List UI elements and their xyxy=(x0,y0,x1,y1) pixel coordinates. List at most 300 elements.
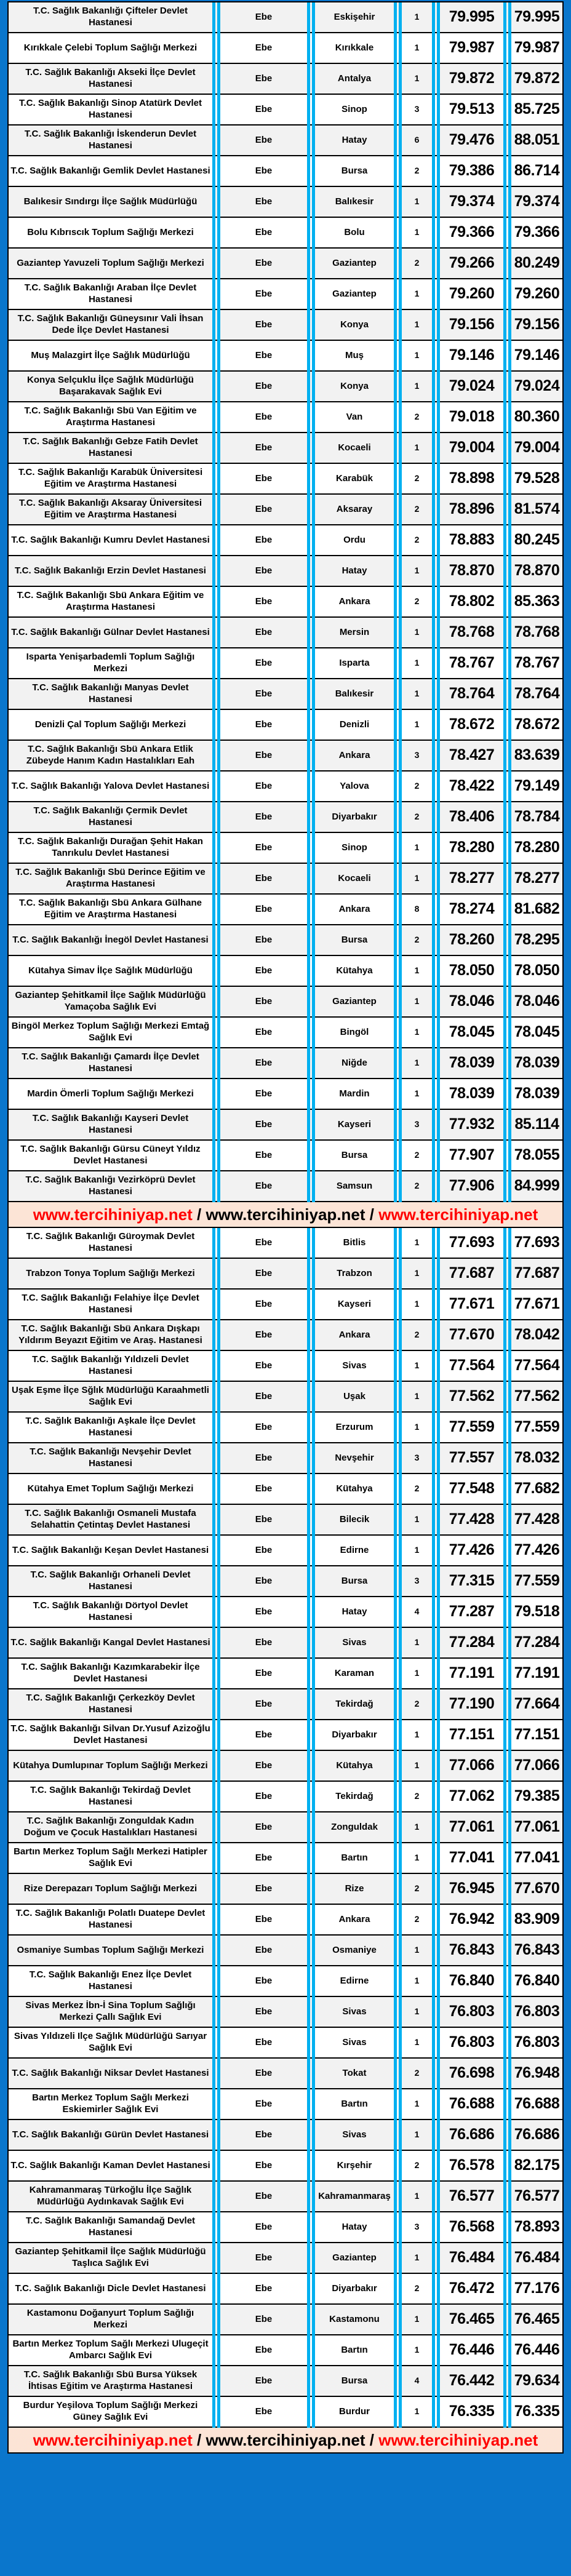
score1-cell: 78.039 xyxy=(440,1079,503,1110)
score1-cell: 78.406 xyxy=(440,802,503,833)
city-cell: Gaziantep xyxy=(315,279,394,310)
table-row xyxy=(9,679,562,710)
score2-cell: 85.725 xyxy=(511,95,562,126)
score1-cell: 79.995 xyxy=(440,2,503,33)
score2-cell: 81.682 xyxy=(511,895,562,925)
banner-url-text[interactable]: www.tercihiniyap.net xyxy=(206,1205,365,1224)
table-row xyxy=(9,1110,562,1141)
institution-cell: Kütahya Emet Toplum Sağlığı Merkezi xyxy=(9,1474,212,1505)
score1-cell: 79.872 xyxy=(440,64,503,95)
score1-cell: 78.274 xyxy=(440,895,503,925)
count-cell: 1 xyxy=(402,2120,432,2151)
institution-cell: Bingöl Merkez Toplum Sağlığı Merkezi Emtağ Sağlık Evi xyxy=(9,1018,212,1048)
count-cell: 1 xyxy=(402,1843,432,1874)
count-cell: 2 xyxy=(402,402,432,433)
institution-cell: Burdur Yeşilova Toplum Sağlığı Merkezi Güney Sağlık Evi xyxy=(9,2397,212,2428)
score1-cell: 79.024 xyxy=(440,372,503,402)
city-cell: Balıkesir xyxy=(315,679,394,710)
city-cell: Rize xyxy=(315,1874,394,1905)
table-row xyxy=(9,525,562,556)
table-row xyxy=(9,1905,562,1936)
institution-cell: T.C. Sağlık Bakanlığı Gürsu Cüneyt Yıldız Devlet Hastanesi xyxy=(9,1141,212,1171)
position-cell: Ebe xyxy=(220,2335,307,2366)
position-cell: Ebe xyxy=(220,95,307,126)
score1-cell: 77.041 xyxy=(440,1843,503,1874)
city-cell: Bartın xyxy=(315,1843,394,1874)
score2-cell: 77.191 xyxy=(511,1659,562,1689)
table-row xyxy=(9,1382,562,1413)
institution-cell: T.C. Sağlık Bakanlığı Vezirköprü Devlet Hastanesi xyxy=(9,1171,212,1202)
score2-cell: 76.843 xyxy=(511,1936,562,1966)
institution-cell: Kütahya Dumlupınar Toplum Sağlığı Merkezi xyxy=(9,1751,212,1782)
score2-cell: 79.995 xyxy=(511,2,562,33)
score1-cell: 79.004 xyxy=(440,433,503,464)
count-cell: 1 xyxy=(402,433,432,464)
count-cell: 3 xyxy=(402,741,432,772)
count-cell: 2 xyxy=(402,772,432,802)
count-cell: 8 xyxy=(402,895,432,925)
score1-cell: 78.260 xyxy=(440,925,503,956)
city-cell: Kayseri xyxy=(315,1110,394,1141)
score2-cell: 77.664 xyxy=(511,1689,562,1720)
score2-cell: 78.767 xyxy=(511,648,562,679)
count-cell: 1 xyxy=(402,64,432,95)
score1-cell: 76.686 xyxy=(440,2120,503,2151)
score1-cell: 77.670 xyxy=(440,1320,503,1351)
institution-cell: T.C. Sağlık Bakanlığı Niksar Devlet Hastanesi xyxy=(9,2059,212,2089)
city-cell: Mersin xyxy=(315,618,394,648)
count-cell: 4 xyxy=(402,2366,432,2397)
score2-cell: 78.764 xyxy=(511,679,562,710)
institution-cell: T.C. Sağlık Bakanlığı Silvan Dr.Yusuf Azizoğlu Devlet Hastanesi xyxy=(9,1720,212,1751)
city-cell: Hatay xyxy=(315,126,394,156)
count-cell: 2 xyxy=(402,2059,432,2089)
score2-cell: 77.670 xyxy=(511,1874,562,1905)
city-cell: Tekirdağ xyxy=(315,1689,394,1720)
city-cell: Kastamonu xyxy=(315,2305,394,2335)
score2-cell: 78.672 xyxy=(511,710,562,741)
position-cell: Ebe xyxy=(220,1874,307,1905)
city-cell: Bursa xyxy=(315,156,394,187)
table-row xyxy=(9,556,562,587)
institution-cell: T.C. Sağlık Bakanlığı Samandağ Devlet Hastanesi xyxy=(9,2212,212,2243)
city-cell: Bursa xyxy=(315,1141,394,1171)
position-cell: Ebe xyxy=(220,741,307,772)
score1-cell: 78.422 xyxy=(440,772,503,802)
score1-cell: 77.151 xyxy=(440,1720,503,1751)
score1-cell: 77.287 xyxy=(440,1597,503,1628)
count-cell: 2 xyxy=(402,2151,432,2182)
table-row xyxy=(9,1474,562,1505)
city-cell: Muş xyxy=(315,341,394,372)
table-row xyxy=(9,218,562,249)
tercihiniyap-banner[interactable] xyxy=(9,2428,562,2452)
city-cell: Van xyxy=(315,402,394,433)
position-cell: Ebe xyxy=(220,464,307,495)
table-row xyxy=(9,33,562,64)
institution-cell: T.C. Sağlık Bakanlığı Çamardı İlçe Devlet Hastanesi xyxy=(9,1048,212,1079)
score2-cell: 77.562 xyxy=(511,1382,562,1413)
banner-url-text[interactable]: / xyxy=(192,1205,206,1224)
count-cell: 1 xyxy=(402,2028,432,2059)
count-cell: 3 xyxy=(402,1566,432,1597)
table-row xyxy=(9,372,562,402)
city-cell: Balıkesir xyxy=(315,187,394,218)
score1-cell: 79.987 xyxy=(440,33,503,64)
position-cell: Ebe xyxy=(220,2366,307,2397)
institution-cell: T.C. Sağlık Bakanlığı Keşan Devlet Hastanesi xyxy=(9,1536,212,1566)
score1-cell: 79.476 xyxy=(440,126,503,156)
table-row xyxy=(9,2335,562,2366)
city-cell: Sivas xyxy=(315,1351,394,1382)
position-cell: Ebe xyxy=(220,2120,307,2151)
city-cell: Kocaeli xyxy=(315,864,394,895)
score2-cell: 77.284 xyxy=(511,1628,562,1659)
count-cell: 2 xyxy=(402,1141,432,1171)
count-cell: 1 xyxy=(402,33,432,64)
count-cell: 1 xyxy=(402,1997,432,2028)
position-cell: Ebe xyxy=(220,126,307,156)
table-row xyxy=(9,1997,562,2028)
count-cell: 1 xyxy=(402,987,432,1018)
score2-cell: 78.277 xyxy=(511,864,562,895)
institution-cell: T.C. Sağlık Bakanlığı Yıldızeli Devlet Hastanesi xyxy=(9,1351,212,1382)
institution-cell: Bartın Merkez Toplum Sağlı Merkezi Hatipler Sağlık Evi xyxy=(9,1843,212,1874)
count-cell: 2 xyxy=(402,1320,432,1351)
count-cell: 1 xyxy=(402,341,432,372)
city-cell: Tekirdağ xyxy=(315,1782,394,1812)
city-cell: Bursa xyxy=(315,925,394,956)
table-row xyxy=(9,1536,562,1566)
institution-cell: T.C. Sağlık Bakanlığı Kangal Devlet Hastanesi xyxy=(9,1628,212,1659)
institution-cell: Balıkesir Sındırgı İlçe Sağlık Müdürlüğü xyxy=(9,187,212,218)
city-cell: Ankara xyxy=(315,1320,394,1351)
table-row xyxy=(9,1505,562,1536)
institution-cell: Sivas Merkez İbn-İ Sina Toplum Sağlığı Merkezi Çallı Sağlık Evi xyxy=(9,1997,212,2028)
score2-cell: 77.564 xyxy=(511,1351,562,1382)
score1-cell: 79.260 xyxy=(440,279,503,310)
table-row xyxy=(9,895,562,925)
table-row xyxy=(9,1443,562,1474)
score1-cell: 78.764 xyxy=(440,679,503,710)
position-cell: Ebe xyxy=(220,956,307,987)
score1-cell: 77.061 xyxy=(440,1812,503,1843)
city-cell: Bitlis xyxy=(315,1228,394,1259)
count-cell: 1 xyxy=(402,1290,432,1320)
count-cell: 1 xyxy=(402,1351,432,1382)
city-cell: Konya xyxy=(315,372,394,402)
institution-cell: T.C. Sağlık Bakanlığı Tekirdağ Devlet Hastanesi xyxy=(9,1782,212,1812)
institution-cell: T.C. Sağlık Bakanlığı Çerkezköy Devlet Hastanesi xyxy=(9,1689,212,1720)
count-cell: 1 xyxy=(402,833,432,864)
position-cell: Ebe xyxy=(220,2059,307,2089)
score1-cell: 78.672 xyxy=(440,710,503,741)
institution-cell: T.C. Sağlık Bakanlığı Manyas Devlet Hastanesi xyxy=(9,679,212,710)
position-cell: Ebe xyxy=(220,2182,307,2212)
score2-cell: 76.840 xyxy=(511,1966,562,1997)
city-cell: Kütahya xyxy=(315,1751,394,1782)
city-cell: Isparta xyxy=(315,648,394,679)
score2-cell: 77.559 xyxy=(511,1413,562,1443)
score2-cell: 85.363 xyxy=(511,587,562,618)
table-row xyxy=(9,1689,562,1720)
city-cell: Gaziantep xyxy=(315,249,394,279)
institution-cell: T.C. Sağlık Bakanlığı Zonguldak Kadın Doğum ve Çocuk Hastalıkları Hastanesi xyxy=(9,1812,212,1843)
score1-cell: 76.442 xyxy=(440,2366,503,2397)
score1-cell: 76.568 xyxy=(440,2212,503,2243)
score1-cell: 76.942 xyxy=(440,1905,503,1936)
banner-url-text[interactable]: www.tercihiniyap.net xyxy=(33,2430,193,2449)
position-cell: Ebe xyxy=(220,802,307,833)
table-row xyxy=(9,1320,562,1351)
institution-cell: T.C. Sağlık Bakanlığı Polatlı Duatepe Devlet Hastanesi xyxy=(9,1905,212,1936)
banner-url-text[interactable]: www.tercihiniyap.net xyxy=(378,2430,538,2449)
score2-cell: 79.634 xyxy=(511,2366,562,2397)
count-cell: 1 xyxy=(402,1628,432,1659)
score1-cell: 78.870 xyxy=(440,556,503,587)
score1-cell: 79.374 xyxy=(440,187,503,218)
table-row xyxy=(9,249,562,279)
placement-table xyxy=(7,1,564,2454)
city-cell: Trabzon xyxy=(315,1259,394,1290)
position-cell: Ebe xyxy=(220,1812,307,1843)
banner-url-text[interactable]: www.tercihiniyap.net xyxy=(33,1205,193,1224)
institution-cell: T.C. Sağlık Bakanlığı Sbü Ankara Etlik Zübeyde Hanım Kadın Hastalıkları Eah xyxy=(9,741,212,772)
score1-cell: 79.266 xyxy=(440,249,503,279)
table-row xyxy=(9,1782,562,1812)
city-cell: Bilecik xyxy=(315,1505,394,1536)
count-cell: 1 xyxy=(402,1018,432,1048)
city-cell: Bartın xyxy=(315,2335,394,2366)
institution-cell: T.C. Sağlık Bakanlığı Nevşehir Devlet Hastanesi xyxy=(9,1443,212,1474)
position-cell: Ebe xyxy=(220,2243,307,2274)
score1-cell: 78.768 xyxy=(440,618,503,648)
table-row xyxy=(9,1628,562,1659)
position-cell: Ebe xyxy=(220,1259,307,1290)
city-cell: Yalova xyxy=(315,772,394,802)
score1-cell: 79.018 xyxy=(440,402,503,433)
position-cell: Ebe xyxy=(220,648,307,679)
institution-cell: Kastamonu Doğanyurt Toplum Sağlığı Merkezi xyxy=(9,2305,212,2335)
institution-cell: T.C. Sağlık Bakanlığı Kayseri Devlet Hastanesi xyxy=(9,1110,212,1141)
score2-cell: 77.671 xyxy=(511,1290,562,1320)
score2-cell: 79.374 xyxy=(511,187,562,218)
score2-cell: 79.004 xyxy=(511,433,562,464)
table-row xyxy=(9,1079,562,1110)
city-cell: Kocaeli xyxy=(315,433,394,464)
count-cell: 1 xyxy=(402,1659,432,1689)
score1-cell: 76.803 xyxy=(440,2028,503,2059)
score2-cell: 77.693 xyxy=(511,1228,562,1259)
table-row xyxy=(9,1290,562,1320)
position-cell: Ebe xyxy=(220,1228,307,1259)
position-cell: Ebe xyxy=(220,64,307,95)
score1-cell: 79.366 xyxy=(440,218,503,249)
position-cell: Ebe xyxy=(220,495,307,525)
position-cell: Ebe xyxy=(220,1997,307,2028)
city-cell: Zonguldak xyxy=(315,1812,394,1843)
score2-cell: 79.528 xyxy=(511,464,562,495)
position-cell: Ebe xyxy=(220,1628,307,1659)
position-cell: Ebe xyxy=(220,1720,307,1751)
table-row xyxy=(9,1966,562,1997)
score1-cell: 79.146 xyxy=(440,341,503,372)
city-cell: Niğde xyxy=(315,1048,394,1079)
score1-cell: 77.932 xyxy=(440,1110,503,1141)
position-cell: Ebe xyxy=(220,1171,307,1202)
score2-cell: 79.385 xyxy=(511,1782,562,1812)
institution-cell: T.C. Sağlık Bakanlığı Enez İlçe Devlet Hastanesi xyxy=(9,1966,212,1997)
city-cell: Ordu xyxy=(315,525,394,556)
score2-cell: 80.360 xyxy=(511,402,562,433)
position-cell: Ebe xyxy=(220,2151,307,2182)
score1-cell: 77.426 xyxy=(440,1536,503,1566)
banner-url-text[interactable]: / xyxy=(365,2430,379,2449)
score2-cell: 78.039 xyxy=(511,1048,562,1079)
city-cell: Sinop xyxy=(315,833,394,864)
table-row xyxy=(9,1351,562,1382)
table-row xyxy=(9,1720,562,1751)
institution-cell: T.C. Sağlık Bakanlığı Çermik Devlet Hastanesi xyxy=(9,802,212,833)
position-cell: Ebe xyxy=(220,1536,307,1566)
position-cell: Ebe xyxy=(220,1843,307,1874)
score1-cell: 77.564 xyxy=(440,1351,503,1382)
city-cell: Denizli xyxy=(315,710,394,741)
count-cell: 1 xyxy=(402,1812,432,1843)
score1-cell: 76.688 xyxy=(440,2089,503,2120)
city-cell: Konya xyxy=(315,310,394,341)
count-cell: 1 xyxy=(402,2089,432,2120)
score2-cell: 79.156 xyxy=(511,310,562,341)
position-cell: Ebe xyxy=(220,1474,307,1505)
table-row xyxy=(9,987,562,1018)
score2-cell: 78.295 xyxy=(511,925,562,956)
institution-cell: T.C. Sağlık Bakanlığı Kazımkarabekir İlçe Devlet Hastanesi xyxy=(9,1659,212,1689)
institution-cell: T.C. Sağlık Bakanlığı Kumru Devlet Hastanesi xyxy=(9,525,212,556)
position-cell: Ebe xyxy=(220,2274,307,2305)
city-cell: Gaziantep xyxy=(315,987,394,1018)
score2-cell: 79.987 xyxy=(511,33,562,64)
position-cell: Ebe xyxy=(220,1659,307,1689)
city-cell: Bingöl xyxy=(315,1018,394,1048)
score2-cell: 78.042 xyxy=(511,1320,562,1351)
table-row xyxy=(9,648,562,679)
score1-cell: 77.671 xyxy=(440,1290,503,1320)
score1-cell: 78.898 xyxy=(440,464,503,495)
institution-cell: Gaziantep Yavuzeli Toplum Sağlığı Merkezi xyxy=(9,249,212,279)
score1-cell: 78.280 xyxy=(440,833,503,864)
count-cell: 1 xyxy=(402,2243,432,2274)
position-cell: Ebe xyxy=(220,2089,307,2120)
tercihiniyap-banner[interactable] xyxy=(9,1202,562,1228)
institution-cell: T.C. Sağlık Bakanlığı Aşkale İlçe Devlet Hastanesi xyxy=(9,1413,212,1443)
city-cell: Ankara xyxy=(315,587,394,618)
score1-cell: 76.446 xyxy=(440,2335,503,2366)
city-cell: Hatay xyxy=(315,2212,394,2243)
score2-cell: 82.175 xyxy=(511,2151,562,2182)
banner-url-text[interactable]: / xyxy=(365,1205,379,1224)
banner-url-text[interactable]: www.tercihiniyap.net xyxy=(206,2430,365,2449)
count-cell: 1 xyxy=(402,1720,432,1751)
city-cell: Gaziantep xyxy=(315,2243,394,2274)
score1-cell: 76.465 xyxy=(440,2305,503,2335)
institution-cell: T.C. Sağlık Bakanlığı Sbü Derince Eğitim ve Araştırma Hastanesi xyxy=(9,864,212,895)
score1-cell: 77.687 xyxy=(440,1259,503,1290)
institution-cell: T.C. Sağlık Bakanlığı İskenderun Devlet Hastanesi xyxy=(9,126,212,156)
institution-cell: T.C. Sağlık Bakanlığı Akseki İlçe Devlet Hastanesi xyxy=(9,64,212,95)
city-cell: Sivas xyxy=(315,1997,394,2028)
position-cell: Ebe xyxy=(220,987,307,1018)
score2-cell: 78.046 xyxy=(511,987,562,1018)
count-cell: 1 xyxy=(402,556,432,587)
count-cell: 1 xyxy=(402,1413,432,1443)
position-cell: Ebe xyxy=(220,1751,307,1782)
score2-cell: 79.260 xyxy=(511,279,562,310)
position-cell: Ebe xyxy=(220,1966,307,1997)
table-row xyxy=(9,802,562,833)
city-cell: Edirne xyxy=(315,1536,394,1566)
score2-cell: 77.682 xyxy=(511,1474,562,1505)
table-row xyxy=(9,187,562,218)
table-row xyxy=(9,741,562,772)
count-cell: 1 xyxy=(402,2305,432,2335)
score2-cell: 79.366 xyxy=(511,218,562,249)
table-row xyxy=(9,1751,562,1782)
banner-url-text[interactable]: www.tercihiniyap.net xyxy=(378,1205,538,1224)
institution-cell: T.C. Sağlık Bakanlığı Araban İlçe Devlet Hastanesi xyxy=(9,279,212,310)
count-cell: 1 xyxy=(402,1536,432,1566)
score1-cell: 78.039 xyxy=(440,1048,503,1079)
score2-cell: 79.024 xyxy=(511,372,562,402)
banner-url-text[interactable]: / xyxy=(192,2430,206,2449)
count-cell: 1 xyxy=(402,1936,432,1966)
institution-cell: T.C. Sağlık Bakanlığı Gebze Fatih Devlet Hastanesi xyxy=(9,433,212,464)
city-cell: Sivas xyxy=(315,2120,394,2151)
score1-cell: 76.578 xyxy=(440,2151,503,2182)
score2-cell: 79.146 xyxy=(511,341,562,372)
city-cell: Kahramanmaraş xyxy=(315,2182,394,2212)
table-row xyxy=(9,1413,562,1443)
score2-cell: 77.559 xyxy=(511,1566,562,1597)
position-cell: Ebe xyxy=(220,249,307,279)
table-row xyxy=(9,587,562,618)
table-row xyxy=(9,925,562,956)
score1-cell: 76.803 xyxy=(440,1997,503,2028)
position-cell: Ebe xyxy=(220,772,307,802)
institution-cell: Bartın Merkez Toplum Sağlı Merkezi Ulugeçit Ambarcı Sağlık Evi xyxy=(9,2335,212,2366)
table-row xyxy=(9,433,562,464)
institution-cell: T.C. Sağlık Bakanlığı İnegöl Devlet Hastanesi xyxy=(9,925,212,956)
table-row xyxy=(9,1141,562,1171)
city-cell: Ankara xyxy=(315,1905,394,1936)
position-cell: Ebe xyxy=(220,1079,307,1110)
position-cell: Ebe xyxy=(220,2305,307,2335)
institution-cell: T.C. Sağlık Bakanlığı Erzin Devlet Hastanesi xyxy=(9,556,212,587)
table-row xyxy=(9,1597,562,1628)
score2-cell: 78.050 xyxy=(511,956,562,987)
table-row xyxy=(9,2397,562,2428)
count-cell: 1 xyxy=(402,864,432,895)
count-cell: 1 xyxy=(402,1382,432,1413)
table-row xyxy=(9,495,562,525)
count-cell: 2 xyxy=(402,1689,432,1720)
score2-cell: 78.893 xyxy=(511,2212,562,2243)
position-cell: Ebe xyxy=(220,372,307,402)
count-cell: 1 xyxy=(402,618,432,648)
city-cell: Antalya xyxy=(315,64,394,95)
score1-cell: 77.190 xyxy=(440,1689,503,1720)
city-cell: Diyarbakır xyxy=(315,1720,394,1751)
